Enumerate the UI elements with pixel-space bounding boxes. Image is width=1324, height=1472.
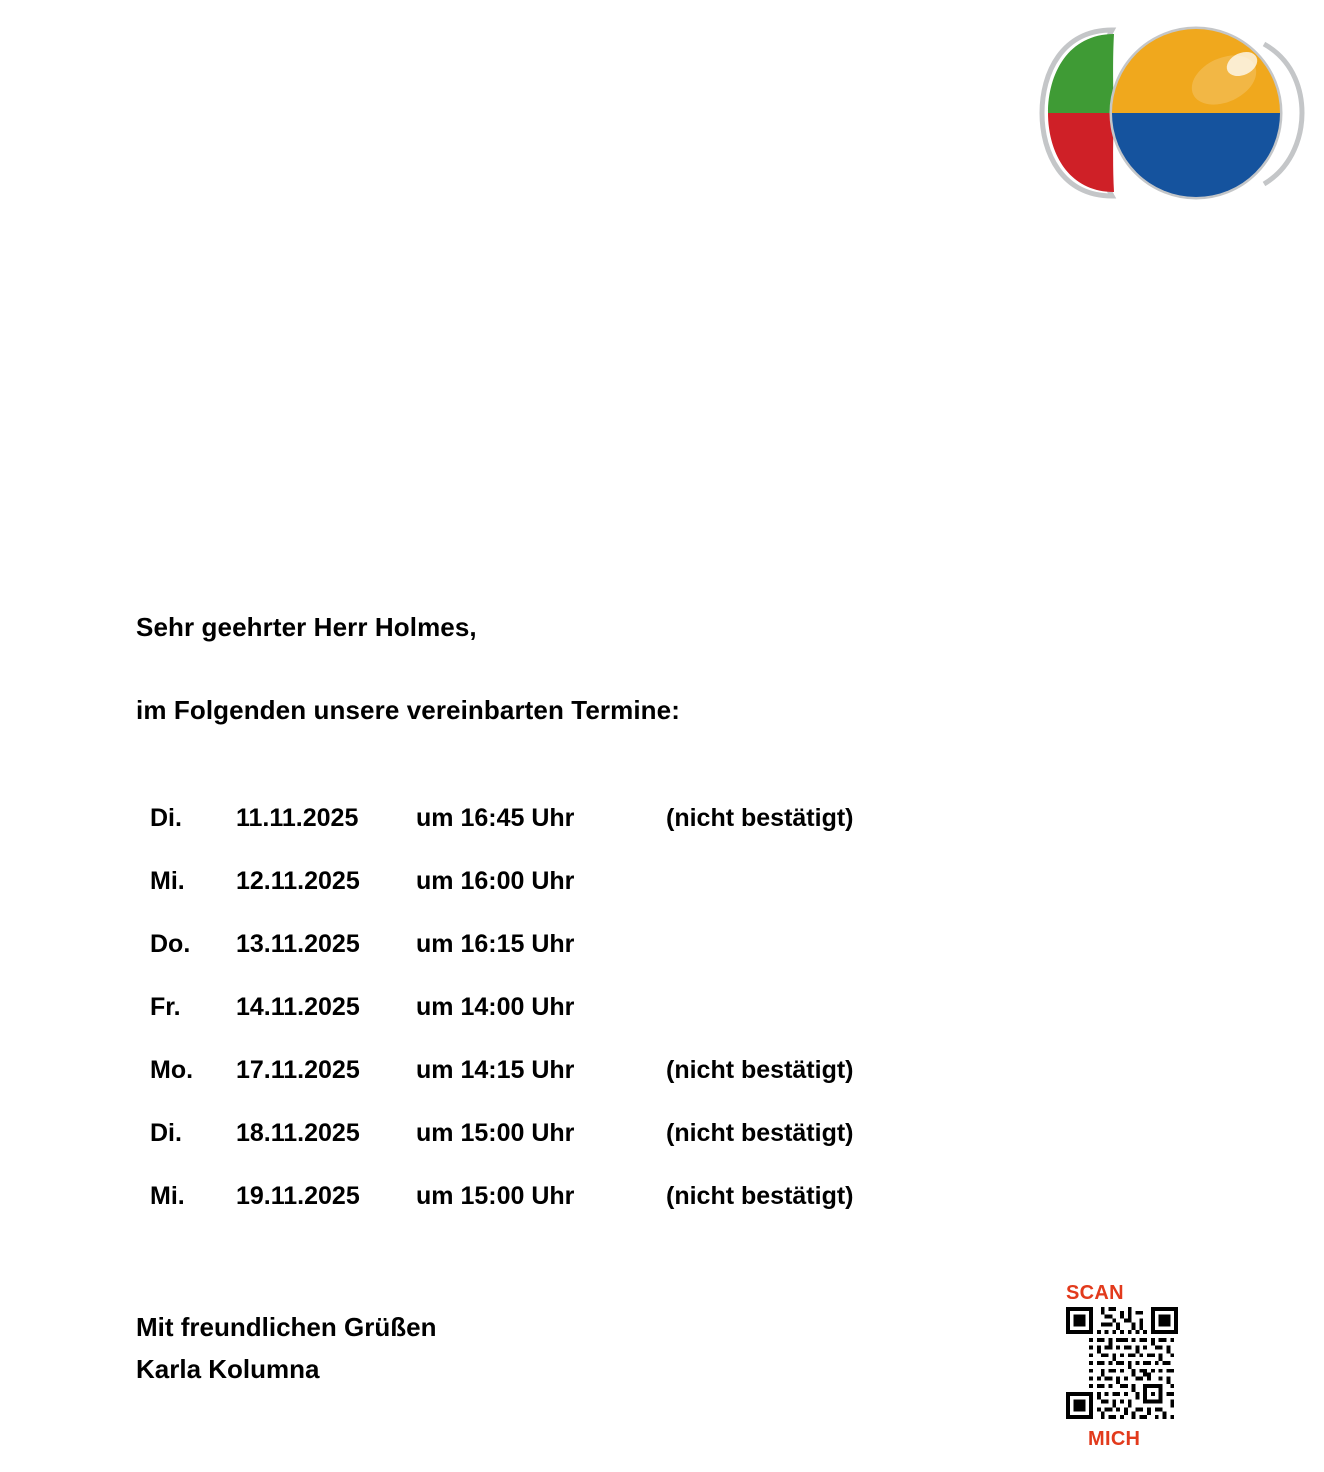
appointment-date: 11.11.2025 (236, 804, 359, 832)
appointment-date: 17.11.2025 (236, 1056, 360, 1084)
appointment-day: Mi. (150, 867, 185, 895)
table-row (150, 993, 966, 1056)
table-row (150, 804, 966, 867)
appointment-date: 19.11.2025 (236, 1182, 360, 1210)
appointment-time: um 16:45 Uhr (416, 804, 575, 832)
appointment-day: Do. (150, 930, 191, 958)
appointment-day: Mo. (150, 1056, 194, 1084)
appointment-status (666, 993, 966, 1056)
qr-block (1066, 1282, 1196, 1450)
appointment-time: um 14:15 Uhr (416, 1056, 575, 1084)
appointment-day: Fr. (150, 993, 181, 1021)
appointments-table-body (150, 804, 966, 1245)
appointment-time: um 16:00 Uhr (416, 867, 575, 895)
appointment-time: um 15:00 Uhr (416, 1119, 575, 1147)
qr-label-top: SCAN (1066, 1282, 1124, 1304)
appointment-time: um 15:00 Uhr (416, 1182, 575, 1210)
closing-greeting: Mit freundlichen Grüßen (136, 1312, 437, 1342)
appointment-date: 12.11.2025 (236, 867, 360, 895)
letter-body (136, 612, 1136, 1245)
closing-block (136, 1306, 436, 1390)
appointment-status: (nicht bestätigt) (666, 1182, 854, 1210)
table-row (150, 1182, 966, 1245)
appointment-date: 13.11.2025 (236, 930, 360, 958)
appointment-date: 14.11.2025 (236, 993, 360, 1021)
appointment-status: (nicht bestätigt) (666, 804, 854, 832)
appointment-day: Di. (150, 1119, 182, 1147)
qr-label-bottom: MICH (1088, 1428, 1141, 1450)
appointment-status (666, 930, 966, 993)
appointments-table (150, 804, 966, 1245)
company-logo-graphic (1028, 18, 1308, 208)
sender-name: Karla Kolumna (136, 1354, 320, 1385)
intro-line: im Folgenden unsere vereinbarten Termine: (136, 695, 680, 725)
qr-code-icon[interactable] (1066, 1307, 1178, 1419)
appointment-day: Mi. (150, 1182, 185, 1210)
salutation: Sehr geehrter Herr Holmes, (136, 612, 477, 642)
appointment-status: (nicht bestätigt) (666, 1119, 854, 1147)
table-row (150, 1119, 966, 1182)
appointment-day: Di. (150, 804, 182, 832)
appointment-time: um 14:00 Uhr (416, 993, 575, 1021)
table-row (150, 1056, 966, 1119)
appointment-status: (nicht bestätigt) (666, 1056, 854, 1084)
appointment-time: um 16:15 Uhr (416, 930, 575, 958)
table-row (150, 930, 966, 993)
appointment-status (666, 867, 966, 930)
appointment-date: 18.11.2025 (236, 1119, 360, 1147)
company-logo (1028, 18, 1308, 208)
table-row (150, 867, 966, 930)
